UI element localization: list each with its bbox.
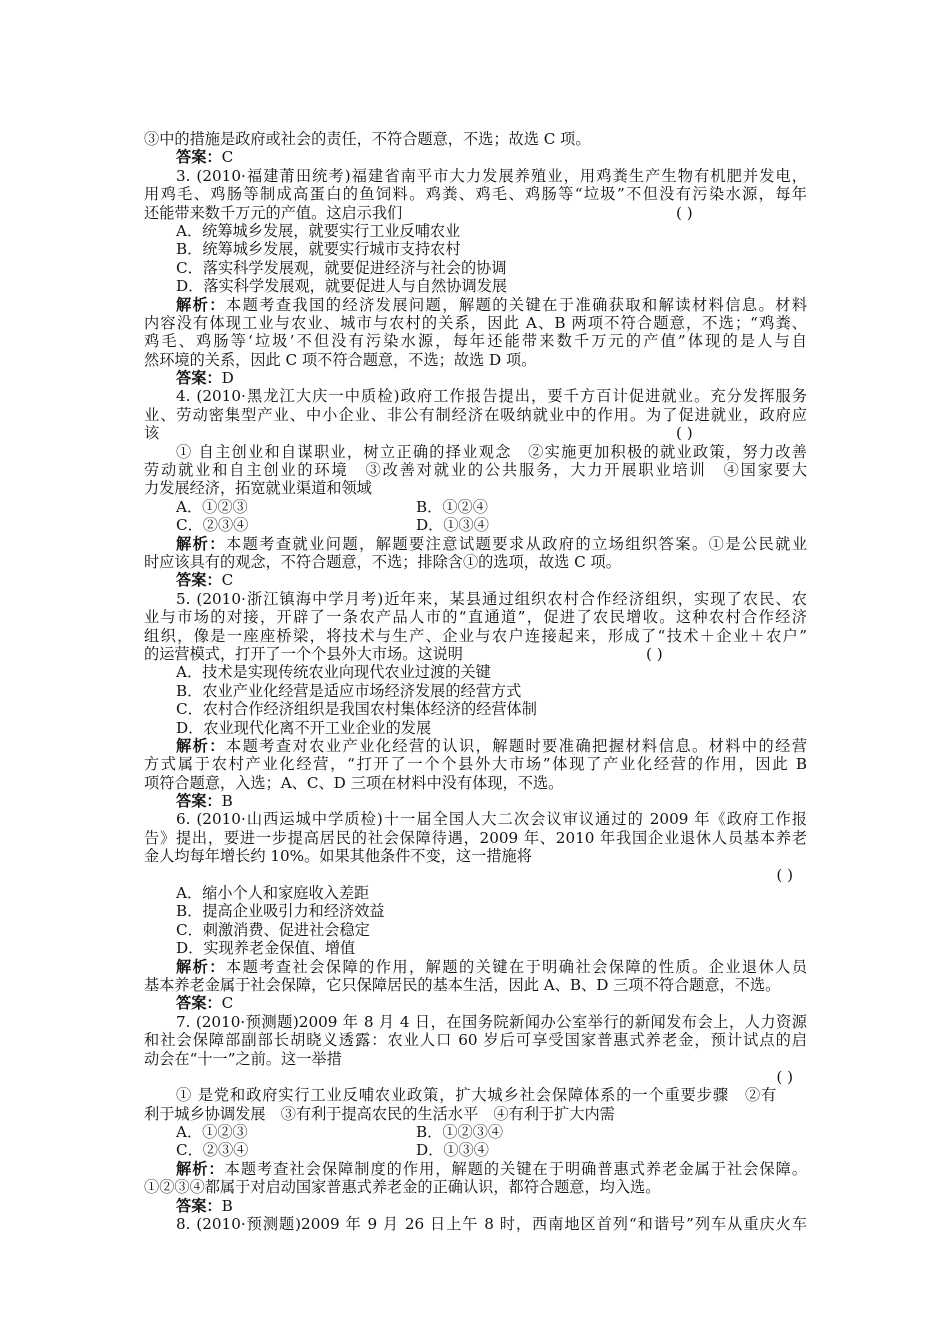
answer-line [144, 571, 807, 589]
statement-line-2: 劳动就业和自主创业的环境 ③改善对就业的公共服务，大力开展职业培训 ④国家要大 [144, 461, 807, 480]
answer-bracket: ( ) [646, 644, 663, 663]
analysis-label: 解析： [176, 534, 226, 553]
analysis-line-2: 方式属于农村产业化经营，“打开了一个个县外大市场”体现了产业化经营的作用，因此 B [144, 755, 807, 774]
answer-label: 答案： [176, 571, 222, 590]
answer-value: D [221, 369, 234, 388]
analysis-label: 解析： [176, 736, 226, 755]
analysis-text: 本题考查对农业产业化经营的认识，解题时要准确把握材料信息。材料中的经营 [225, 736, 808, 755]
question-3-line-3 [144, 204, 807, 222]
answer-line [144, 994, 807, 1012]
answer-line [144, 148, 807, 166]
question-3-line-2: 用鸡毛、鸡肠等制成高蛋白的鱼饲料。鸡粪、鸡毛、鸡肠等“垃圾”不但没有污染水源，每年 [144, 185, 807, 204]
question-7-line-2: 和社会保障部副部长胡晓义透露：农业人口 60 岁后可享受国家普惠式养老金，预计试点的启 [144, 1031, 807, 1050]
options-row-1 [144, 1123, 807, 1141]
bracket-line [144, 866, 807, 884]
answer-label: 答案： [176, 148, 222, 167]
options-row-1 [144, 498, 807, 516]
question-6-line-1: 6. (2010·山西运城中学质检)十一届全国人大二次会议审议通过的 2009 年《政府工作报 [176, 810, 807, 829]
question-5-line-4 [144, 645, 807, 663]
answer-value: C [221, 148, 234, 167]
answer-bracket: ( ) [676, 424, 693, 443]
text-column [144, 130, 807, 1233]
question-4-line-1: 4. (2010·黑龙江大庆一中质检)政府工作报告提出，要千方百计促进就业。充分发挥服务 [176, 387, 807, 406]
analysis-label: 解析： [176, 1159, 225, 1178]
answer-label: 答案： [176, 1196, 222, 1215]
analysis-text: 本题考查社会保障的作用，解题的关键在于明确社会保障的性质。企业退休人员 [225, 957, 808, 976]
question-8-line-1: 8. (2010·预测题)2009 年 9 月 26 日上午 8 时，西南地区首列“和谐号”列车从重庆火车 [176, 1215, 807, 1234]
analysis-line-2: 时应该具有的观念，不符合题意，不选；排除含①的选项，故选 C 项。 [144, 552, 621, 571]
question-4-line-3 [144, 424, 807, 442]
option-b: B．①②③④ [416, 1123, 504, 1142]
option-b: B．统筹城乡发展，就要实行城市支持农村 [176, 240, 461, 259]
question-4-stem-end: 该 [144, 424, 160, 443]
option-b: B．农业产业化经营是适应市场经济发展的经营方式 [176, 681, 522, 700]
answer-line [144, 792, 807, 810]
option-b: B．①②④ [416, 497, 488, 516]
options-row-2 [144, 516, 807, 534]
options-row-2 [144, 1141, 807, 1159]
question-4-line-2: 业、劳动密集型产业、中小企业、非公有制经济在吸纳就业中的作用。为了促进就业，政府应 [144, 405, 807, 424]
analysis-label: 解析： [176, 957, 226, 976]
answer-label: 答案： [176, 369, 222, 388]
question-7-line-1: 7. (2010·预测题)2009 年 8 月 4 日，在国务院新闻办公室举行的新闻发布会上，人力资源 [176, 1012, 807, 1031]
answer-bracket: ( ) [776, 1067, 793, 1086]
option-c: C．②③④ [176, 516, 249, 535]
analysis-line-3: 鸡毛、鸡肠等‘垃圾’不但没有污染水源，每年还能带来数千万元的产值”体现的是人与自 [144, 332, 807, 351]
answer-value: C [221, 571, 234, 590]
question-7-line-3: 动会在“十一”之前。这一举措 [144, 1049, 342, 1068]
analysis-line-1 [144, 737, 807, 755]
question-6-line-2: 告》提出，要进一步提高居民的社会保障待遇，2009 年、2010 年我国企业退休人员基本养老 [144, 828, 807, 847]
analysis-line-1 [144, 958, 807, 976]
analysis-line-1 [144, 1160, 807, 1178]
analysis-line-3: 项符合题意，入选；A、C、D 三项在材料中没有体现，不选。 [144, 773, 564, 792]
analysis-label: 解析： [176, 295, 226, 314]
analysis-line-4: 然环境的关系，因此 C 项不符合题意，不选；故选 D 项。 [144, 350, 537, 369]
analysis-line-1 [144, 535, 807, 553]
option-c: C．刺激消费、促进社会稳定 [176, 920, 370, 939]
analysis-line-2: 基本养老金属于社会保障，它只保障居民的基本生活，因此 A、B、D 三项不符合题意，不选。 [144, 975, 781, 994]
option-a: A．技术是实现传统农业向现代农业过渡的关键 [176, 663, 491, 682]
bracket-line [144, 1068, 807, 1086]
answer-bracket: ( ) [776, 865, 793, 884]
question-5-line-3: 组织，像是一座座桥梁，将技术与生产、企业与农户连接起来，形成了“技术＋企业＋农户” [144, 626, 807, 645]
statement-line-1: ① 是党和政府实行工业反哺农业政策，扩大城乡社会保障体系的一个重要步骤 ②有 [176, 1086, 777, 1105]
option-d: D．①③④ [416, 516, 489, 535]
text-line: ③中的措施是政府或社会的责任，不符合题意，不选；故选 C 项。 [144, 130, 591, 148]
option-a: A．统筹城乡发展，就要实行工业反哺农业 [176, 221, 461, 240]
analysis-text: 本题考查我国的经济发展问题，解题的关键在于准确获取和解读材料信息。材料 [225, 295, 808, 314]
answer-value: B [221, 1196, 233, 1215]
statement-line-2: 利于城乡协调发展 ③有利于提高农民的生活水平 ④有利于扩大内需 [144, 1104, 615, 1123]
answer-label: 答案： [176, 994, 222, 1013]
question-3-stem-end: 还能带来数千万元的产值。这启示我们 [144, 203, 403, 222]
answer-value: C [221, 994, 234, 1013]
option-d: D．实现养老金保值、增值 [176, 939, 356, 958]
option-a: A．①②③ [176, 1123, 248, 1142]
option-d: D．①③④ [416, 1141, 489, 1160]
analysis-text: 本题考查就业问题，解题要注意试题要求从政府的立场组织答案。①是公民就业 [225, 534, 808, 553]
answer-value: B [221, 792, 233, 811]
question-5-stem-end: 的运营模式，打开了一个个县外大市场。这说明 [144, 644, 463, 663]
option-b: B．提高企业吸引力和经济效益 [176, 902, 385, 921]
answer-label: 答案： [176, 792, 222, 811]
statement-line-3: 力发展经济，拓宽就业渠道和领域 [144, 479, 372, 498]
analysis-text: 本题考查社会保障制度的作用，解题的关键在于明确普惠式养老金属于社会保障。 [224, 1159, 808, 1178]
question-6-line-3: 金人均每年增长约 10%。如果其他条件不变，这一措施将 [144, 847, 532, 866]
analysis-line-2: ①②③④都属于对启动国家普惠式养老金的正确认识，都符合题意，均入选。 [144, 1178, 661, 1197]
question-5-line-2: 业与市场的对接，开辟了一条农产品人市的“直通道”，促进了农民增收。这种农村合作经济 [144, 608, 807, 627]
option-a: A．①②③ [176, 497, 248, 516]
option-a: A．缩小个人和家庭收入差距 [176, 884, 370, 903]
answer-line [144, 369, 807, 387]
statement-line-1: ① 自主创业和自谋职业，树立正确的择业观念 ②实施更加积极的就业政策，努力改善 [176, 442, 807, 461]
question-5-line-1: 5. (2010·浙江镇海中学月考)近年来，某县通过组织农村合作经济组织，实现了农民、农 [176, 589, 807, 608]
option-c: C．落实科学发展观，就要促进经济与社会的协调 [176, 258, 507, 277]
option-d: D．落实科学发展观，就要促进人与自然协调发展 [176, 277, 508, 296]
answer-bracket: ( ) [676, 203, 693, 222]
answer-line [144, 1197, 807, 1215]
analysis-line-2: 内容没有体现工业与农业、城市与农村的关系，因此 A、B 两项不符合题意，不选；“鸡粪、 [144, 313, 807, 332]
option-c: C．②③④ [176, 1141, 249, 1160]
question-3-line-1: 3. (2010·福建莆田统考)福建省南平市大力发展养殖业，用鸡粪生产生物有机肥并发电， [176, 166, 807, 185]
option-c: C．农村合作经济组织是我国农村集体经济的经营体制 [176, 700, 537, 719]
option-d: D．农业现代化离不开工业企业的发展 [176, 718, 432, 737]
analysis-line-1 [144, 296, 807, 314]
